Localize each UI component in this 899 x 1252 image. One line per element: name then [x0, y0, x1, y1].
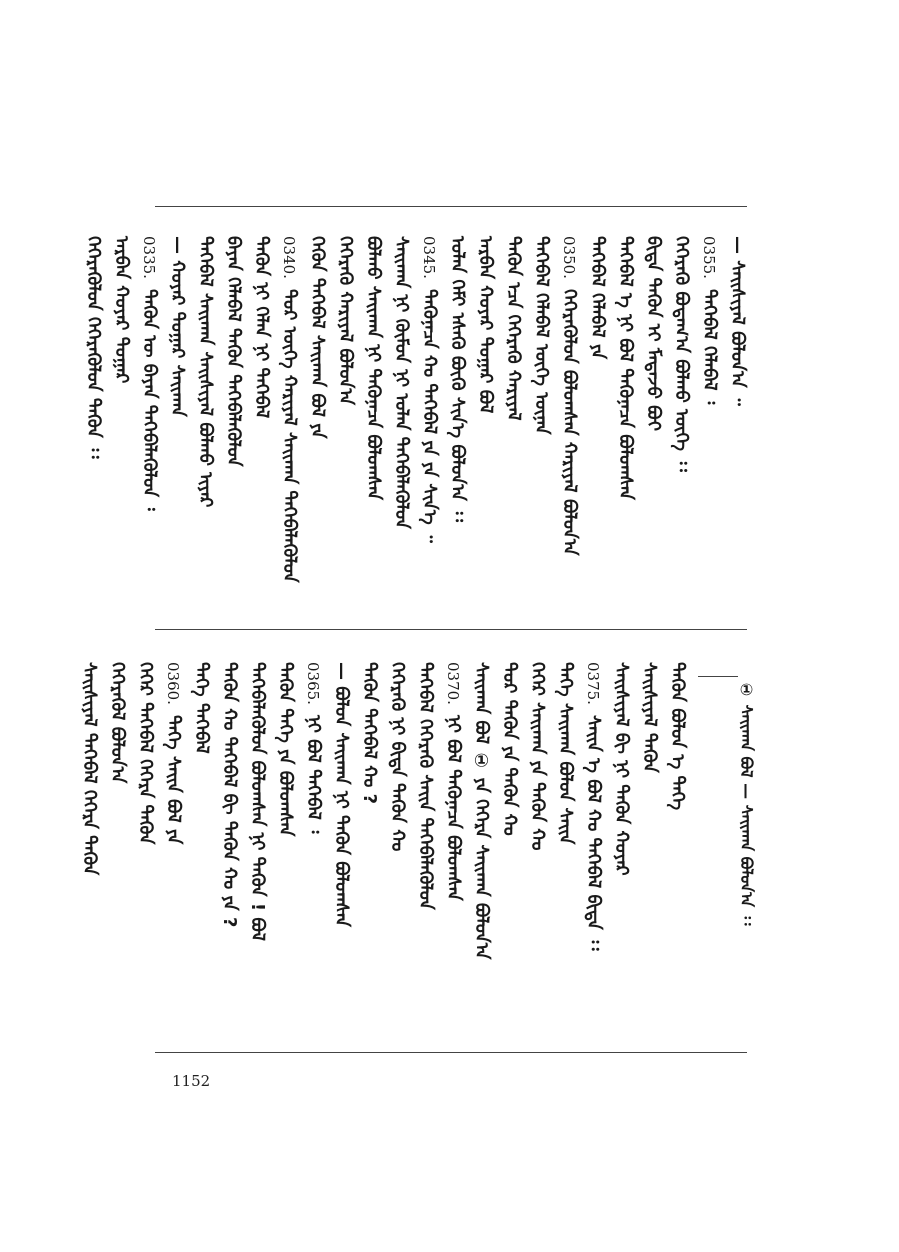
verse-text: ᠰᠠᠢᠰᠢᠶᠠᠯ ᠲᠡᠭᠦᠨ	[639, 662, 660, 773]
line-number: 0335.	[140, 236, 158, 279]
verse-text: ᠠᠷᠪᠠᠨ ᠬᠣᠶᠠᠷ ᠳᠤᠭᠠᠷ	[111, 236, 132, 384]
verse-line	[105, 662, 129, 783]
verse-line	[217, 662, 241, 927]
line-number: 0375.	[584, 662, 602, 705]
upper-verse-block	[77, 236, 749, 583]
verse-text: ᠲᠡᠭᠦᠨ ᠲᠡᠭᠡᠪᠡᠯ ᠬᠣ ?	[359, 662, 380, 805]
verse-line	[221, 236, 245, 467]
verse-text: ᠰᠠᠢᠬᠠᠨ ᠨᠢ ᠬᠦᠮᠦᠨ ᠨᠢ ᠣᠯᠠᠨ ᠲᠡᠭᠡᠪᠡᠯᠡᠭᠦᠯᠦᠨ	[391, 236, 412, 529]
lower-verse-block	[73, 662, 689, 960]
verse-line	[553, 662, 577, 844]
verse-text: ᠲᠡᠭᠡᠪᠡᠯᠡᠭᠦᠯᠦᠨ ᠪᠣᠯᠤᠭᠰᠠᠨ ᠨᠢ ᠲᠡᠭᠦᠨ ! ᠪᠣᠯ	[247, 662, 268, 942]
verse-text: ᠲᠡᠭᠡᠪᠡᠯ ᠬᠡᠯᠡᠪᠡᠯ ᠦᠭᠡ ᠦᠨᠡᠨ	[531, 236, 552, 435]
verse-line	[581, 662, 605, 951]
verse-text: ᠲᠡᠭᠦᠨ ᠡᠴᠡ ᠬᠡᠭᠡᠷᠡᠭᠦ ᠬᠠᠷᠢᠶᠠᠯ	[503, 236, 524, 421]
verse-line	[385, 662, 409, 851]
verse-text: ᠪᠠᠶᠠᠨ ᠬᠡᠯᠡᠪᠡᠯ ᠲᠡᠭᠦᠨ ᠲᠡᠭᠡᠪᠡᠯᠡᠭᠦᠯᠦᠨ	[223, 236, 244, 467]
verse-text: ᠬᠡᠭᠡᠷᠡᠭᠦᠯ ᠪᠣᠯᠤᠨ᠎ᠠ	[107, 662, 128, 784]
verse-text: ᠲᠡᠭᠡ ᠰᠠᠢᠬᠠᠨ ᠪᠣᠯᠤᠨ ᠰᠠᠢᠨ	[555, 662, 576, 845]
verse-text: ᠨᠢ ᠪᠣᠯ ᠲᠡᠭᠡᠪᠡᠯ ᠄	[303, 714, 324, 834]
verse-text: ᠬᠡᠭᠡᠷᠡᠭᠦᠯᠦᠨ ᠪᠣᠯᠤᠭᠰᠠᠨ ᠬᠠᠷᠢᠶᠠᠯ ᠪᠣᠯᠤᠨ᠎ᠠ	[559, 288, 580, 556]
verse-text: ᠰᠠᠢᠬᠠᠨ ᠪᠣᠯ ① ᠶᠠ ᠬᠡᠭᠡᠷᠡ ᠰᠠᠢᠬᠠᠨ ᠪᠣᠯᠤᠨ᠎ᠠ	[471, 662, 492, 960]
verse-text: ᠰᠠᠢᠨ ᠡ ᠪᠣᠯ ᠬᠣ ᠲᠡᠭᠡᠪᠡᠯ ᠪᠢᠳᠡ ᠄᠄	[583, 714, 604, 951]
line-number: 0355.	[700, 236, 718, 279]
verse-line	[609, 662, 633, 876]
verse-line	[109, 236, 133, 383]
verse-line	[305, 236, 329, 439]
verse-text: — ᠪᠣᠯᠤᠨ ᠰᠠᠢᠬᠠᠨ ᠨᠢ ᠲᠡᠭᠦᠨ ᠪᠣᠯᠤᠭᠰᠠᠨ	[331, 662, 352, 927]
verse-line	[529, 236, 553, 435]
verse-line	[473, 236, 497, 413]
verse-line	[497, 662, 521, 836]
verse-line	[273, 662, 297, 836]
middle-rule	[155, 629, 747, 630]
verse-text: ᠲᠡᠭᠦᠨᠡᠴᠡ ᠬᠣ ᠲᠡᠭᠡᠪᠡᠯ ᠶᠠ ᠶᠠ ᠰᠢᠨ᠎ᠡ ᠃	[419, 288, 440, 543]
verse-text: — ᠬᠣᠶᠠᠷ ᠳᠤᠭᠠᠷ ᠰᠠᠢᠬᠠᠨ	[167, 236, 188, 417]
page-number: 1152	[172, 1072, 211, 1090]
verse-line	[133, 662, 157, 844]
verse-line	[501, 236, 525, 421]
verse-line	[669, 236, 693, 472]
verse-text: ᠲᠡᠭᠦᠨ ᠪᠣᠯᠤᠨ ᠡ ᠲᠡᠭᠡ	[667, 662, 688, 811]
verse-text: ᠲᠡᠭᠦᠨ ᠦ ᠪᠠᠶᠠᠨ ᠲᠡᠭᠡᠪᠡᠯᠡᠭᠦᠯᠦᠨ ᠄	[139, 288, 160, 511]
verse-text: ᠬᠡᠭᠡᠷᠡᠭᠦ ᠨᠢ ᠪᠢᠳᠡ ᠲᠡᠭᠦᠨ ᠬᠣ	[387, 662, 408, 852]
verse-line	[413, 662, 437, 910]
verse-line	[525, 662, 549, 850]
verse-text: ᠪᠢᠳᠡ ᠲᠡᠭᠦᠨ ᠢ ᠮᠡᠳᠡᠵᠦ ᠪᠤᠢ	[643, 236, 664, 431]
verse-text: ᠲᠡᠭᠦᠨ ᠨᠢ ᠬᠡᠯᠡᠨ ᠨᠢ ᠲᠡᠭᠡᠪᠡᠯ	[251, 236, 272, 419]
verse-line	[641, 236, 665, 431]
verse-text: ᠬᠡᠭᠡᠷᠡᠭᠦᠯᠦᠨ ᠬᠡᠭᠡᠷᠡᠭᠦᠯᠦᠨ ᠲᠡᠭᠦᠨ ᠄᠄	[83, 236, 104, 459]
verse-text: ᠰᠠᠢᠰᠢᠶᠠᠯ ᠲᠡᠭᠡᠪᠡᠯ ᠬᠡᠭᠡᠷᠡ ᠲᠡᠭᠦᠨ	[79, 662, 100, 876]
verse-text: ᠲᠡᠭᠡᠪᠡᠯ ᠬᠡᠭᠡᠷᠡᠭᠦ ᠰᠠᠢᠨ ᠲᠡᠭᠡᠪᠡᠯᠡᠭᠦᠯᠦᠨ	[415, 662, 436, 910]
verse-line	[445, 236, 469, 522]
verse-line	[277, 236, 301, 583]
bottom-rule	[155, 1052, 747, 1053]
verse-line	[81, 236, 105, 459]
verse-text: ᠬᠡᠭᠦᠨ ᠲᠡᠭᠡᠪᠡᠯ ᠰᠠᠢᠬᠠᠨ ᠪᠣᠯ ᠶᠠ	[307, 236, 328, 439]
verse-line	[77, 662, 101, 875]
verse-line	[665, 662, 689, 810]
verse-line	[361, 236, 385, 500]
verse-text: ᠲᠡᠭᠡᠪᠡᠯ ᠰᠠᠢᠬᠠᠨ ᠰᠠᠢᠰᠢᠶᠠᠯ ᠪᠣᠯᠬᠤ ᠢᠶᠠᠷ	[195, 236, 216, 508]
line-number: 0370.	[444, 662, 462, 705]
verse-text: ᠬᠡᠭᠡᠷ ᠰᠠᠢᠬᠠᠨ ᠶᠠ ᠲᠡᠭᠦᠨ ᠬᠣ	[527, 662, 548, 851]
verse-line	[725, 236, 749, 406]
verse-line	[389, 236, 413, 529]
verse-line	[249, 236, 273, 418]
verse-line	[189, 662, 213, 754]
verse-text: ᠰᠠᠢᠰᠢᠶᠠᠯ ᠪᠢ ᠨᠢ ᠲᠡᠭᠦᠨ ᠬᠣᠶᠠᠷ	[611, 662, 632, 876]
line-number: 0345.	[420, 236, 438, 279]
verse-line	[469, 662, 493, 960]
verse-line	[137, 236, 161, 511]
verse-line	[245, 662, 269, 941]
verse-line	[637, 662, 661, 773]
verse-text: ᠪᠣᠯᠬᠤ ᠰᠠᠢᠬᠠᠨ ᠨᠢ ᠲᠡᠭᠦᠨᠡᠴᠡ ᠪᠣᠯᠤᠭᠰᠠᠨ	[363, 236, 384, 501]
verse-line	[333, 236, 357, 405]
verse-text: ᠲᠡᠭᠡᠪᠡᠯ ᠬᠡᠯᠡᠪᠡᠯ ᠶᠠ	[587, 236, 608, 360]
verse-line	[329, 662, 353, 927]
verse-text: ᠠᠷᠪᠠᠨ ᠬᠣᠶᠠᠷ ᠳᠤᠭᠠᠷ ᠪᠣᠯ	[475, 236, 496, 414]
footnote-separator	[698, 676, 738, 677]
verse-text: ᠨᠢ ᠪᠣᠯ ᠲᠡᠭᠦᠨᠡᠴᠡ ᠪᠣᠯᠤᠭᠰᠠᠨ	[443, 714, 464, 901]
verse-text: ᠬᠡᠭᠡᠷ ᠲᠡᠭᠡᠪᠡᠯ ᠬᠡᠭᠡᠷᠡ ᠲᠡᠭᠦᠨ	[135, 662, 156, 845]
verse-text: ᠬᠡᠭᠡᠷᠡᠭᠦ ᠪᠤᠳᠠᠭ᠎ᠠ ᠪᠣᠯᠬᠤ ᠦᠭᠡ ᠄᠄	[671, 236, 692, 472]
verse-line	[193, 236, 217, 507]
verse-line	[417, 236, 441, 543]
line-number: 0360.	[164, 662, 182, 705]
verse-text: ᠲᠡᠭᠦᠨ ᠲᠡᠭᠡ ᠶᠠ ᠪᠣᠯᠤᠭᠰᠠᠨ	[275, 662, 296, 837]
verse-text: ᠣᠯᠠᠨ ᠬᠡᠮᠢ ᠡᠰᠡᠬᠦ ᠪᠦᠬᠦ ᠰᠢᠨ᠎ᠡ ᠪᠣᠯᠤᠨ᠎ᠠ ᠄᠄	[447, 236, 468, 522]
verse-text: ᠲᠡᠭᠡᠪᠡᠯ ᠡ ᠨᠢ ᠪᠣᠯ ᠲᠡᠭᠦᠨᠡᠴᠡ ᠪᠣᠯᠤᠭᠰᠠᠨ	[615, 236, 636, 500]
verse-text: ᠲᠡᠭᠡ ᠰᠠᠢᠨ ᠪᠣᠯ ᠶᠠ	[163, 714, 184, 845]
verse-line	[697, 236, 721, 404]
verse-text: ᠬᠡᠭᠡᠷᠡᠭᠦ ᠬᠠᠷᠢᠶᠠᠯ ᠪᠣᠯᠤᠨ᠎ᠠ	[335, 236, 356, 406]
verse-text: ᠲᠡᠭᠦᠨ ᠬᠣ ᠲᠡᠭᠡᠪᠡᠯ ᠪᠢ ᠲᠡᠭᠦᠨ ᠬᠣ ᠶᠠ ?	[219, 662, 240, 928]
line-number: 0340.	[280, 236, 298, 279]
line-number: 0350.	[560, 236, 578, 279]
verse-line	[557, 236, 581, 556]
verse-text: ᠳᠤᠷ ᠦᠭᠡ ᠬᠠᠷᠢᠶᠠᠯ ᠰᠠᠢᠬᠠᠨ ᠲᠡᠭᠡᠪᠡᠯᠡᠭᠦᠯᠦᠨ	[279, 288, 300, 583]
line-number: 0365.	[304, 662, 322, 705]
verse-text: ᠲᠡᠭᠡ ᠲᠡᠭᠡᠪᠡᠯ	[191, 662, 212, 754]
top-rule	[155, 206, 747, 207]
verse-line	[357, 662, 381, 804]
verse-line	[441, 662, 465, 901]
footnote: ① ᠰᠠᠢᠬᠠᠨ ᠪᠣᠯ — ᠰᠠᠢᠬᠠᠨ ᠪᠣᠯᠤᠨ᠎ᠠ ᠄᠄	[737, 680, 756, 926]
verse-line	[301, 662, 325, 833]
verse-text: ᠳᠤᠷ ᠲᠡᠭᠦᠨ ᠶᠠ ᠲᠡᠭᠦᠨ ᠬᠣ	[499, 662, 520, 836]
verse-line	[585, 236, 609, 359]
verse-line	[613, 236, 637, 500]
verse-text: ᠲᠡᠭᠡᠪᠡᠯ ᠬᠡᠯᠡᠪᠡᠯ ᠄	[699, 288, 720, 405]
verse-line	[161, 662, 185, 844]
verse-line	[165, 236, 189, 417]
verse-text: — ᠰᠠᠢᠰᠢᠶᠠᠯ ᠪᠣᠯᠤᠨ᠎ᠠ ᠃	[727, 236, 748, 406]
